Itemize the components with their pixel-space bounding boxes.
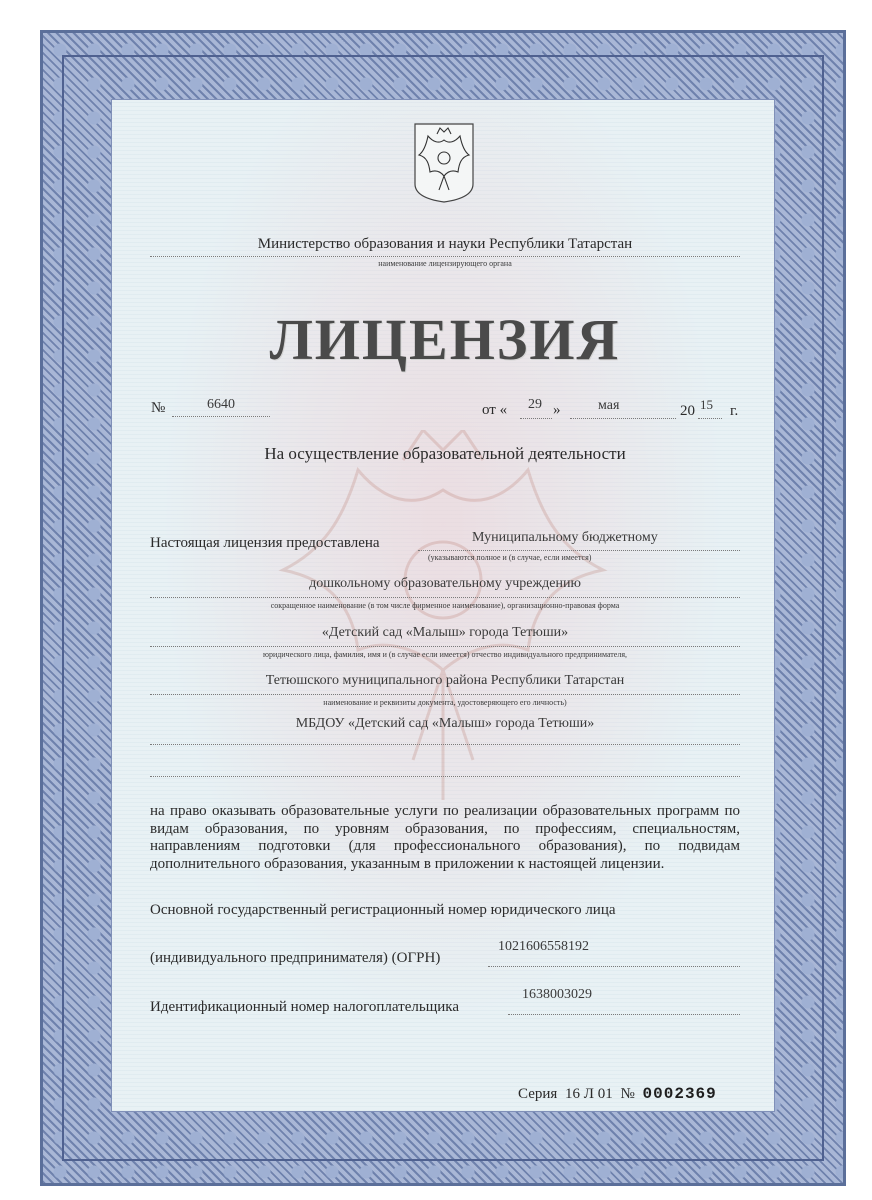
- ogrn-value: 1021606558192: [498, 939, 589, 954]
- ogrn-label-1: Основной государственный регистрационный номер юридического лица: [150, 902, 616, 918]
- grantee-underline-4: [150, 694, 740, 695]
- grantee-underline-6: [150, 776, 740, 777]
- ogrn-underline: [488, 966, 740, 967]
- series-label: Серия: [518, 1086, 558, 1102]
- grantee-underline-2: [150, 597, 740, 598]
- series-number-sign: №: [620, 1086, 635, 1102]
- inn-label: Идентификационный номер налогоплательщика: [150, 999, 460, 1015]
- date-close-quote: »: [553, 402, 561, 418]
- grantee-line-3: «Детский сад «Малыш» города Тетюши»: [321, 625, 569, 640]
- grantee-underline-5: [150, 744, 740, 745]
- grantee-line-5: МБДОУ «Детский сад «Малыш» города Тетюши»: [295, 716, 595, 731]
- day-underline: [520, 418, 552, 419]
- license-subtitle: На осуществление образовательной деятельности: [264, 444, 626, 463]
- coat-of-arms-watermark: [112, 430, 774, 810]
- document-title: ЛИЦЕНЗИЯ: [269, 307, 621, 372]
- series-value: 16 Л 01: [565, 1086, 613, 1102]
- authority-caption: наименование лицензирующего органа: [378, 259, 512, 268]
- ogrn-label-2: (индивидуального предпринимателя) (ОГРН): [150, 950, 441, 966]
- date-from-label: от «: [482, 402, 508, 418]
- grantee-line-1: Муниципальному бюджетному: [472, 530, 658, 545]
- grantee-caption-2: сокращенное наименование (в том числе фирменное наименование), организационно-правовая форма: [270, 601, 620, 610]
- rights-paragraph: на право оказывать образовательные услуги по реализации образовательных программ по видам образования, по уровням образования, по профессиям, специальностям, направлениям подготовки (для профессионального образования), по подвидам дополнительного образования, указанным в приложении к настоящей лицензии.: [150, 803, 740, 872]
- license-number: 6640: [207, 397, 235, 412]
- grantee-underline-1: [418, 550, 740, 551]
- grantee-underline-3: [150, 646, 740, 647]
- year-underline: [698, 418, 722, 419]
- grantee-line-4: Тетюшского муниципального района Республики Татарстан: [265, 673, 625, 688]
- grantee-caption-3: юридического лица, фамилия, имя и (в случае если имеется) отчество индивидуального предпринимателя,: [262, 650, 628, 659]
- year-unit: г.: [730, 403, 739, 419]
- licensing-authority: Министерство образования и науки Республики Татарстан: [257, 236, 633, 252]
- date-day: 29: [528, 397, 542, 412]
- inn-value: 1638003029: [522, 987, 592, 1002]
- number-underline: [172, 416, 270, 417]
- month-underline: [570, 418, 676, 419]
- inn-underline: [508, 1014, 740, 1015]
- year-suffix: 15: [700, 397, 713, 412]
- series-block: [518, 1085, 717, 1103]
- coat-of-arms-emblem: [413, 122, 475, 204]
- grantee-caption-1: (указываются полное и (в случае, если имеется): [428, 553, 592, 562]
- grantee-line-2: дошкольному образовательному учреждению: [309, 576, 581, 591]
- authority-underline: [150, 256, 740, 257]
- grantee-caption-4: наименование и реквизиты документа, удостоверяющего его личность): [323, 698, 567, 707]
- year-prefix: 20: [680, 403, 695, 419]
- series-number: 0002369: [642, 1085, 717, 1103]
- grantee-label: Настоящая лицензия предоставлена: [150, 535, 380, 551]
- number-sign: №: [151, 400, 166, 416]
- date-month: мая: [598, 398, 620, 413]
